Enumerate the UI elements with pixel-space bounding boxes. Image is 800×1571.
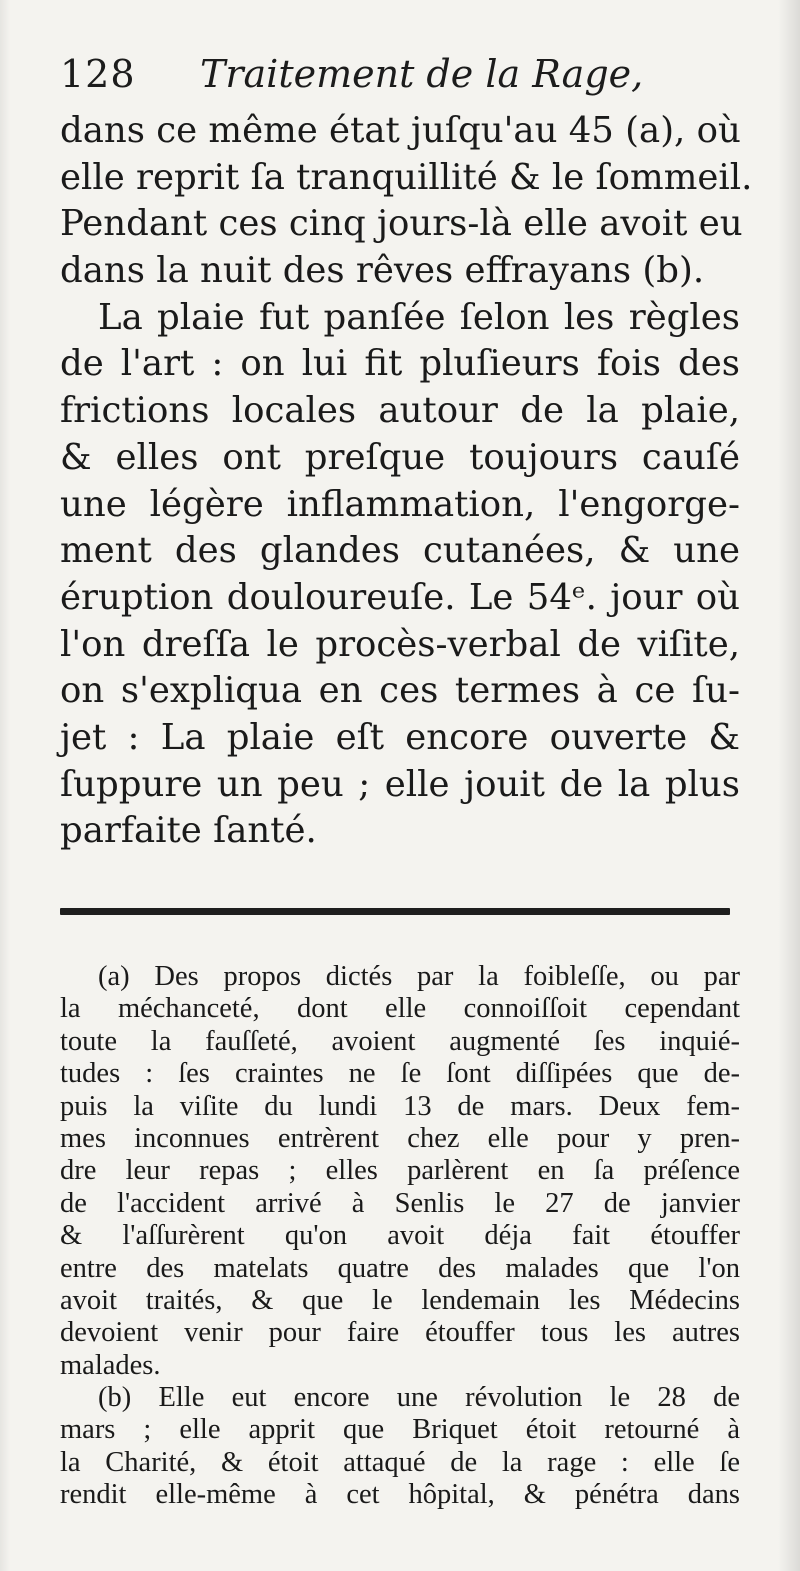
footnote-line: la méchanceté, dont elle connoiſſoit cependant bbox=[60, 993, 740, 1025]
footnote-line: avoit traités, & que le lendemain les Médecins bbox=[60, 1284, 740, 1316]
footnote-line: toute la fauſſeté, avoient augmenté ſes inquié- bbox=[60, 1025, 740, 1057]
text-line: & elles ont preſque toujours cauſé bbox=[60, 436, 740, 478]
footnote-line: & l'aſſurèrent qu'on avoit déja fait étouffer bbox=[60, 1220, 740, 1252]
text-line: on s'expliqua en ces termes à ce ſu- bbox=[60, 670, 740, 712]
footnote-line: puis la viſite du lundi 13 de mars. Deux fem- bbox=[60, 1090, 740, 1122]
text-line: jet : La plaie eſt encore ouverte & bbox=[60, 716, 740, 758]
footnote-line: dre leur repas ; elles parlèrent en ſa préſence bbox=[60, 1155, 740, 1187]
footnote-line: de l'accident arrivé à Senlis le 27 de janvier bbox=[60, 1187, 740, 1219]
text-line: La plaie fut panſée ſelon les règles bbox=[98, 296, 740, 338]
text-line: ment des glandes cutanées, & une bbox=[60, 530, 740, 572]
page-number: 128 bbox=[60, 52, 136, 96]
footnote-line: malades. bbox=[60, 1349, 161, 1381]
footnotes-block bbox=[60, 961, 740, 1512]
running-title: Traitement de la Rage, bbox=[200, 52, 644, 96]
text-line: parfaite ſanté. bbox=[60, 810, 317, 852]
text-line: dans ce même état juſqu'au 45 (a), où bbox=[60, 110, 741, 151]
text-line: Pendant ces cinq jours-là elle avoit eu bbox=[60, 203, 743, 245]
text-line: ſuppure un peu ; elle jouit de la plus bbox=[60, 763, 740, 805]
footnote-line: entre des matelats quatre des malades que l'on bbox=[60, 1252, 740, 1284]
footnote-line: la Charité, & étoit attaqué de la rage : elle ſe bbox=[60, 1446, 740, 1478]
footnote-line: (b) Elle eut encore une révolution le 28 de bbox=[98, 1382, 740, 1414]
footnote-separator-rule bbox=[60, 908, 730, 915]
text-line: l'on dreſſa le procès-verbal de viſite, bbox=[60, 623, 740, 665]
text-line: de l'art : on lui fit pluſieurs fois des bbox=[60, 343, 740, 385]
footnote-line: rendit elle-même à cet hôpital, & pénétra dans bbox=[60, 1479, 740, 1511]
footnote-line: mes inconnues entrèrent chez elle pour y pren- bbox=[60, 1122, 740, 1154]
footnote-line: mars ; elle apprit que Briquet étoit retourné à bbox=[60, 1414, 740, 1446]
page-header bbox=[60, 44, 740, 104]
main-text-block bbox=[60, 108, 753, 855]
text-line: éruption douloureuſe. Le 54ᵉ. jour où bbox=[60, 576, 740, 618]
footnote-line: devoient venir pour faire étouffer tous les autres bbox=[60, 1317, 740, 1349]
text-line: dans la nuit des rêves effrayans (b). bbox=[60, 250, 705, 292]
footnote-line: (a) Des propos dictés par la foibleſſe, ou par bbox=[98, 961, 740, 992]
text-line: frictions locales autour de la plaie, bbox=[60, 390, 740, 432]
text-line: elle reprit ſa tranquillité & le ſommeil. bbox=[60, 156, 753, 198]
text-line: une légère inflammation, l'engorge- bbox=[60, 483, 740, 525]
footnote-line: tudes : ſes craintes ne ſe ſont diſſipées que de- bbox=[60, 1058, 740, 1090]
